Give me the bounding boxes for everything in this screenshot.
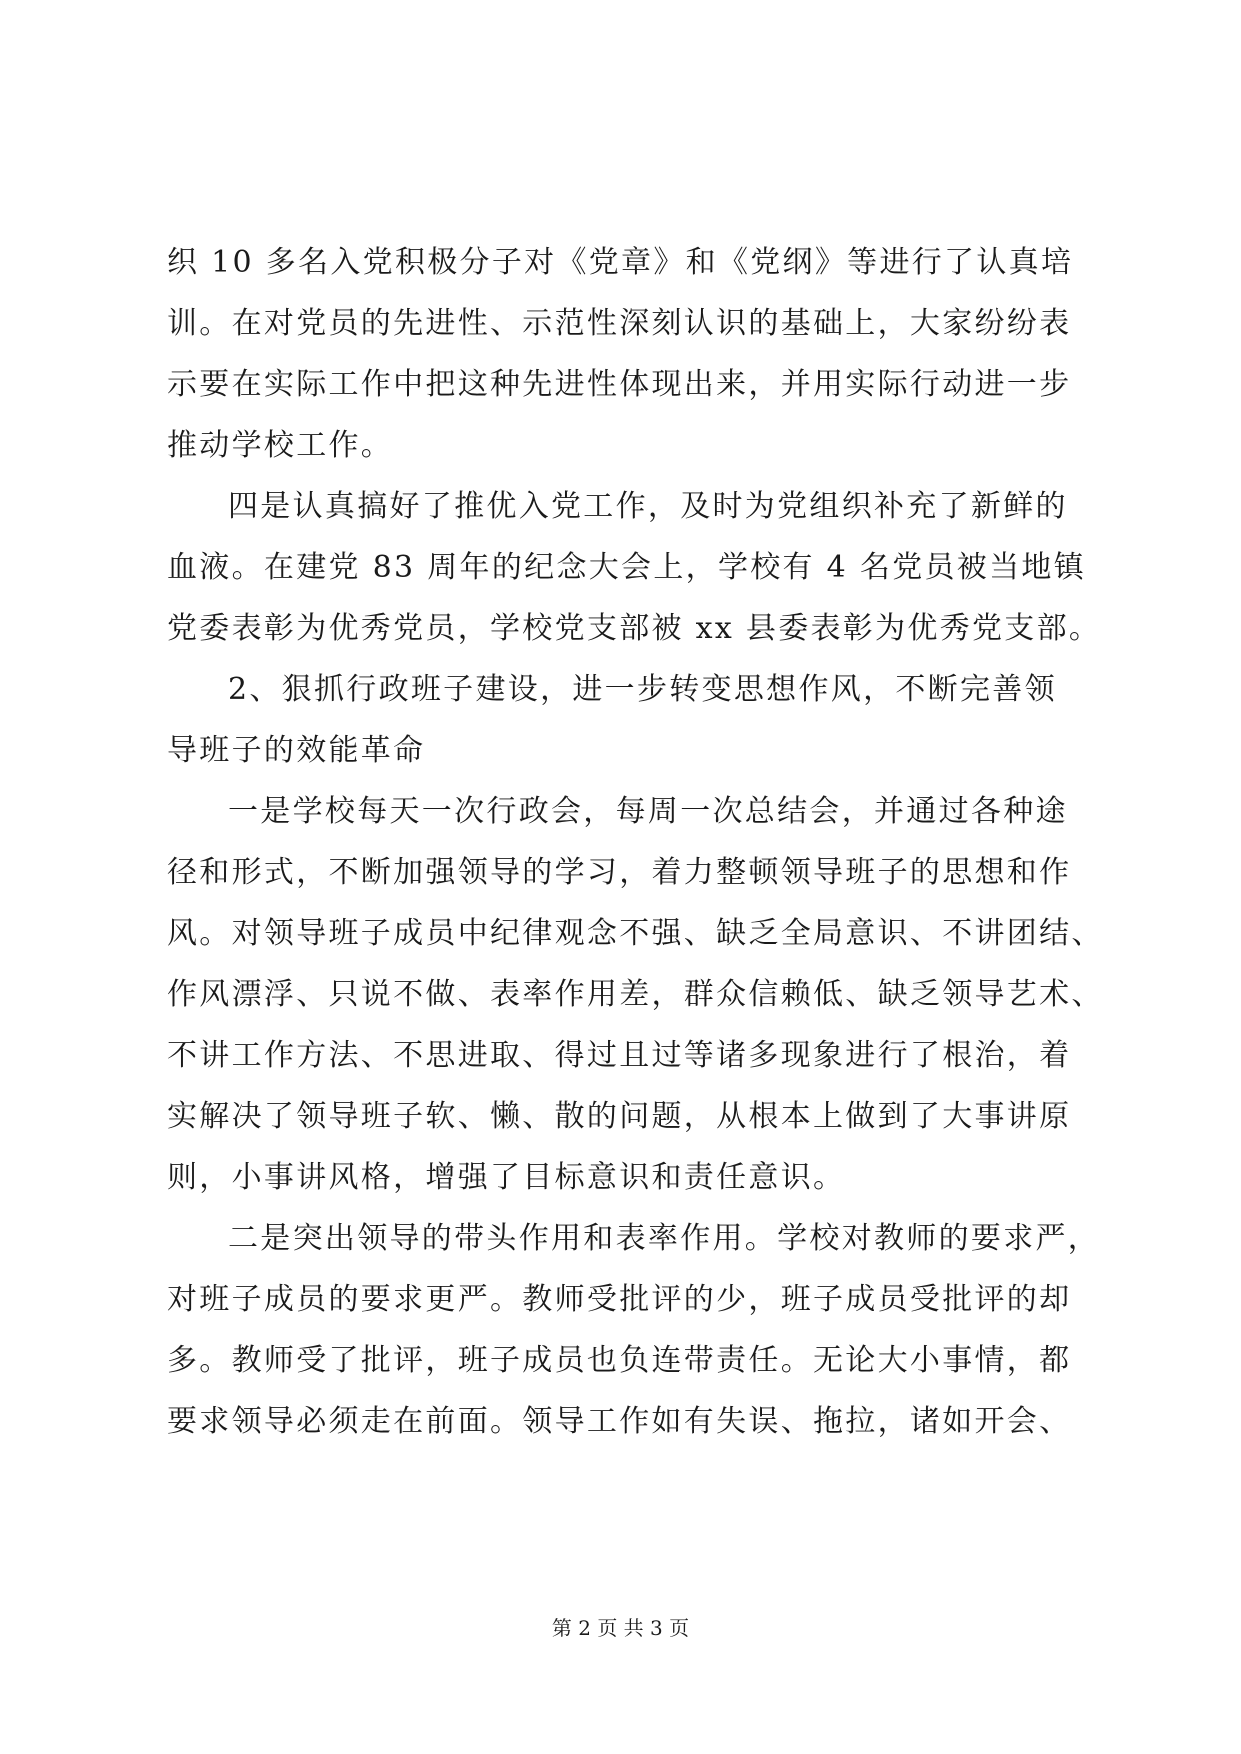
text-line: 血液。在建党 83 周年的纪念大会上，学校有 4 名党员被当地镇	[167, 550, 1087, 585]
text-line: 党委表彰为优秀党员，学校党支部被 xx 县委表彰为优秀党支部。	[167, 611, 1102, 646]
text-line: 风。对领导班子成员中纪律观念不强、缺乏全局意识、不讲团结、	[167, 916, 1104, 951]
text-line: 对班子成员的要求更严。教师受批评的少，班子成员受批评的却	[167, 1282, 1072, 1317]
section-heading-line: 2、狠抓行政班子建设，进一步转变思想作风，不断完善领	[228, 672, 1057, 707]
text-line: 作风漂浮、只说不做、表率作用差，群众信赖低、缺乏领导艺术、	[167, 977, 1104, 1012]
paragraph-first-line: 一是学校每天一次行政会，每周一次总结会，并通过各种途	[228, 794, 1068, 829]
text-line: 实解决了领导班子软、懒、散的问题，从根本上做到了大事讲原	[167, 1099, 1072, 1134]
text-line: 不讲工作方法、不思进取、得过且过等诸多现象进行了根治，着	[167, 1038, 1072, 1073]
paragraph-first-line: 二是突出领导的带头作用和表率作用。学校对教师的要求严，	[228, 1221, 1101, 1256]
section-heading-line: 导班子的效能革命	[167, 733, 426, 768]
text-line: 织 10 多名入党积极分子对《党章》和《党纲》等进行了认真培	[167, 245, 1074, 280]
text-line: 多。教师受了批评，班子成员也负连带责任。无论大小事情，都	[167, 1343, 1072, 1378]
document-body	[167, 232, 1104, 1452]
text-line: 则，小事讲风格，增强了目标意识和责任意识。	[167, 1160, 846, 1195]
text-line: 示要在实际工作中把这种先进性体现出来，并用实际行动进一步	[167, 367, 1072, 402]
paragraph-first-line: 四是认真搞好了推优入党工作，及时为党组织补充了新鲜的	[228, 489, 1068, 524]
text-line: 要求领导必须走在前面。领导工作如有失误、拖拉，诸如开会、	[167, 1404, 1072, 1439]
text-line: 训。在对党员的先进性、示范性深刻认识的基础上，大家纷纷表	[167, 306, 1072, 341]
text-line: 径和形式，不断加强领导的学习，着力整顿领导班子的思想和作	[167, 855, 1072, 890]
text-line: 推动学校工作。	[167, 428, 394, 463]
page-number-footer: 第 2 页 共 3 页	[551, 1616, 690, 1640]
